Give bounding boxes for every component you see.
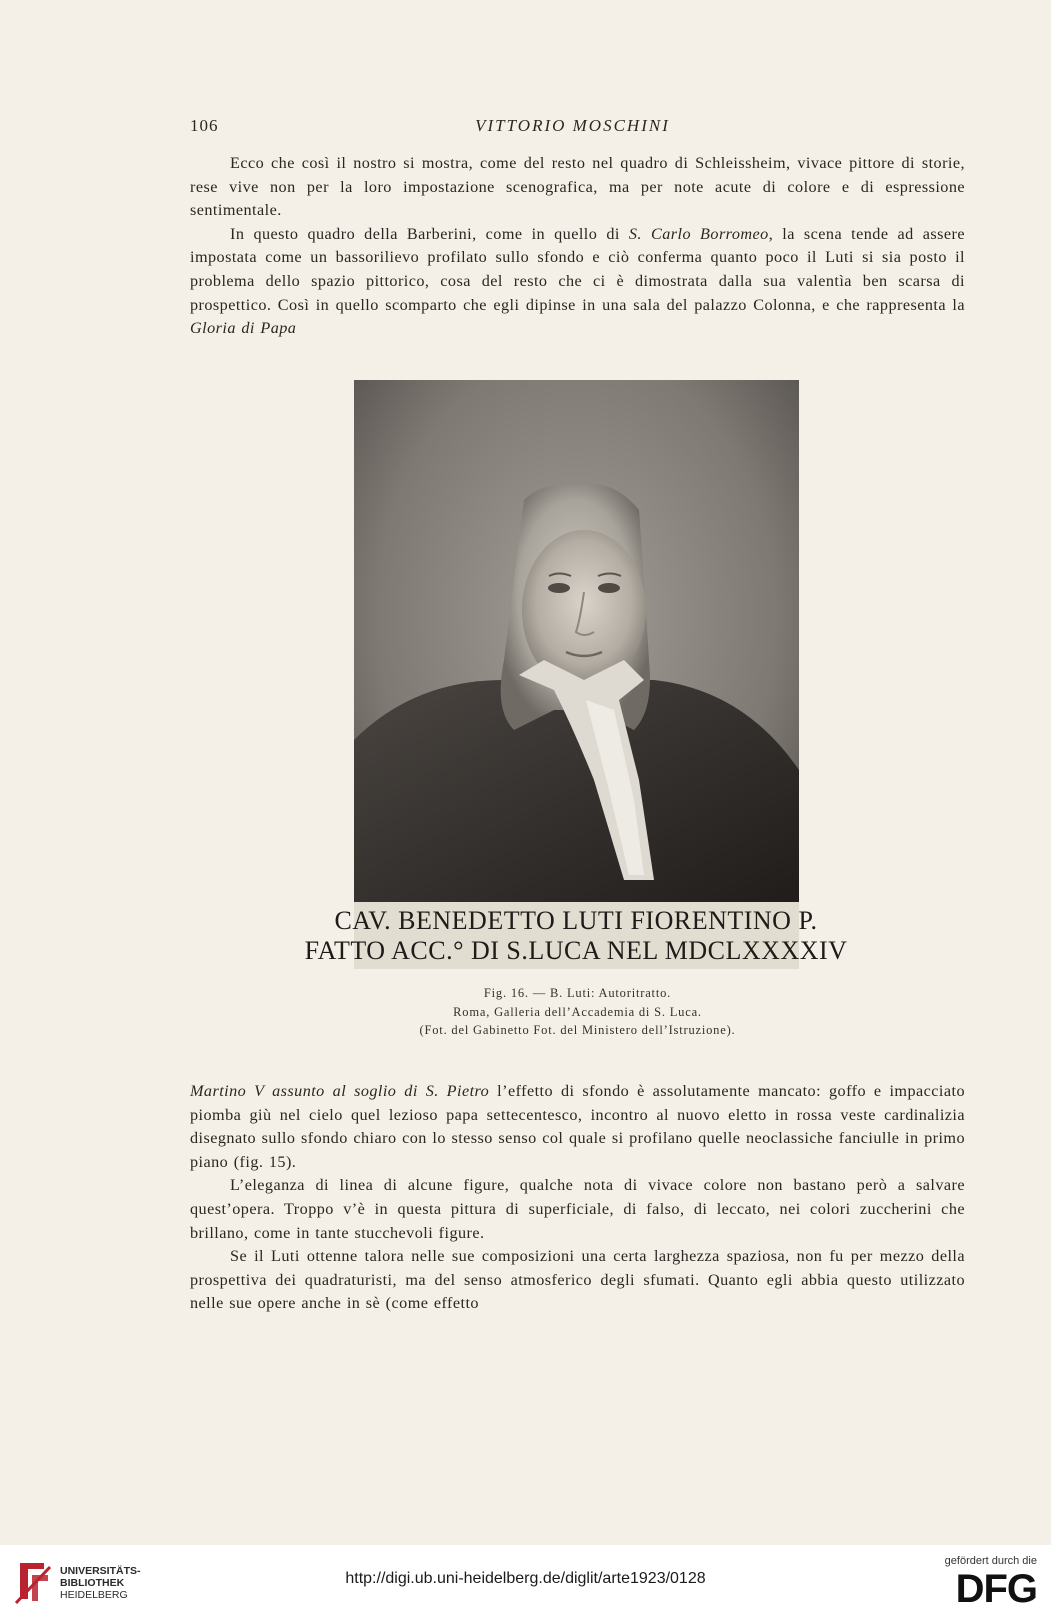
italic-title: Gloria di Papa <box>190 319 297 338</box>
paragraph: L’eleganza di linea di alcune figure, qualche nota di vivace colore non bastano però a salvare quest’opera. Troppo v’è in questa pittura di superficiale, di falso, di leccato, nei colori zuccherini che brillano, come in tante stucchevoli figure. <box>190 1176 965 1242</box>
inscription-line-1: CAV. BENEDETTO LUTI FIORENTINO P. <box>334 906 818 935</box>
italic-title: S. Carlo Borromeo <box>628 224 769 243</box>
funder-label: gefördert durch die <box>944 1555 1037 1567</box>
text-block-top <box>190 152 965 341</box>
caption-line: Roma, Galleria dell’Accademia di S. Luca. <box>453 1004 702 1019</box>
running-title: VITTORIO MOSCHINI <box>475 116 670 135</box>
portrait-photograph <box>304 380 848 969</box>
paragraph: Ecco che così il nostro si mostra, come del resto nel quadro di Schleissheim, vivace pittore di storie, rese vive non per la loro impostazione scenografica, ma per note acute di colore e di espressione sentimentale. <box>190 154 965 220</box>
caption-line: (Fot. del Gabinetto Fot. del Ministero dell’Istruzione). <box>419 1023 736 1037</box>
dfg-wordmark: DFG <box>955 1567 1037 1611</box>
page-header <box>190 116 955 140</box>
page-number: 106 <box>190 116 219 135</box>
italic-title: Martino V assunto al soglio di S. Pietro <box>190 1082 490 1100</box>
inscription-line-2: FATTO ACC.° DI S.LUCA NEL MDCLXXXXIV <box>304 936 848 965</box>
figure-caption <box>300 984 855 1040</box>
portrait-figure <box>304 380 848 969</box>
text-block-bottom <box>190 1080 965 1316</box>
paragraph: In questo quadro della Barberini, come in quello di S. Carlo Borromeo, la scena tende ad assere impostata come un bassorilievo profilato sullo sfondo e ciò conferma quanto poco il Luti si sia posto il problema dello spazio pittorico, cosa del resto che ci è dimostrata dalla sua valentìa ben scarsa di prospettico. Così in quello scomparto che egli dipinse in una sala del palazzo Colonna, e che rappresenta la Gloria di Papa <box>190 224 965 338</box>
digitization-footer <box>0 1545 1051 1620</box>
caption-line: Fig. 16. — B. Luti: Autoritratto. <box>483 986 672 1000</box>
paragraph: Se il Luti ottenne talora nelle sue composizioni una certa larghezza spaziosa, non fu per mezzo della prospettiva dei quadraturisti, ma del senso atmosferico degli sfumati. Quanto egli abbia questo utilizzato nelle sue opere anche in sè (come effetto <box>190 1247 965 1313</box>
funder-logo[interactable] <box>925 1555 1037 1609</box>
paragraph: Martino V assunto al soglio di S. Pietro l’effetto di sfondo è assolutamente mancato: goffo e impacciato piomba giù nel cielo quel lezioso papa settecentesco, incontro al nuovo eletto in rossa veste cardinalizia disegnato sullo sfondo chiaro con lo stesso senso col quale si profilano quelle neoclassiche fanciulle in primo piano (fig. 15). <box>190 1082 965 1171</box>
source-url-link[interactable]: http://digi.ub.uni-heidelberg.de/diglit/arte1923/0128 <box>345 1570 706 1587</box>
library-name: UNIVERSITÄTS- BIBLIOTHEK HEIDELBERG <box>60 1565 141 1601</box>
